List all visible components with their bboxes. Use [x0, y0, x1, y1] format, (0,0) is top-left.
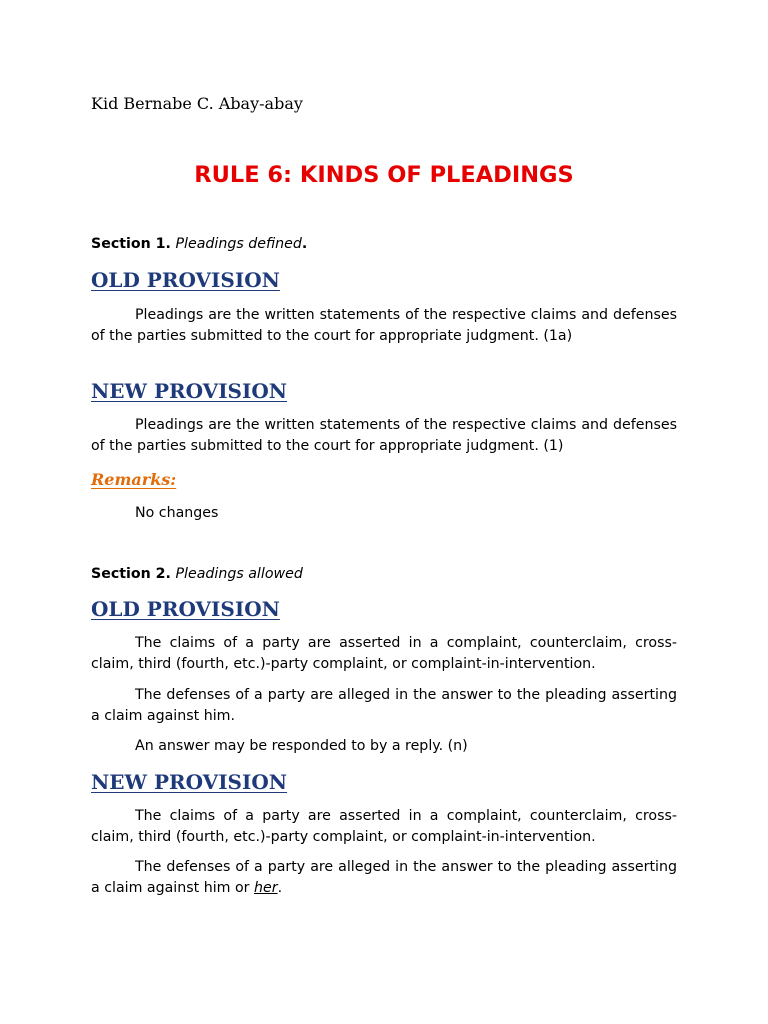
section-2-old-provision-text-2: The defenses of a party are alleged in the answer to the pleading asserting a claim against him.	[91, 687, 677, 724]
section-1-heading	[91, 236, 307, 252]
section-1-new-provision-heading: NEW PROVISION	[91, 379, 288, 403]
section-1-remarks-label: Remarks:	[91, 470, 177, 489]
section-1-remarks-text: No changes	[135, 505, 219, 521]
section-2-old-provision-text-3: An answer may be responded to by a reply. (n)	[135, 738, 468, 754]
section-2-number: Section 2.	[91, 566, 171, 582]
author-name: Kid Bernabe C. Abay-abay	[91, 94, 303, 113]
section-1-name: Pleadings defined	[175, 236, 302, 252]
page-title: RULE 6: KINDS OF PLEADINGS	[194, 162, 574, 188]
section-2-new-provision-text-1: The claims of a party are asserted in a complaint, counterclaim, cross-claim, third (fourth, etc.)-party complaint, or complaint-in-intervention.	[91, 808, 677, 845]
section-2-old-provision-heading: OLD PROVISION	[91, 597, 280, 621]
section-2-new-provision-text-2	[91, 857, 677, 899]
section-2-name: Pleadings allowed	[175, 566, 303, 582]
section-2-heading	[91, 566, 303, 582]
section-2-new-text-2-emphasis: her	[254, 880, 278, 896]
section-2-new-provision-heading: NEW PROVISION	[91, 770, 288, 794]
section-2-new-text-2-end: .	[277, 880, 283, 896]
section-2-new-text-2-start: The defenses of a party are alleged in the answer to the pleading asserting a claim against him or	[91, 859, 677, 896]
section-2-old-provision-text-1: The claims of a party are asserted in a complaint, counterclaim, cross-claim, third (fourth, etc.)-party complaint, or complaint-in-intervention.	[91, 635, 677, 672]
section-1-name-suffix: .	[301, 236, 308, 252]
section-1-new-provision-text: Pleadings are the written statements of the respective claims and defenses of the parties submitted to the court for appropriate judgment. (1)	[91, 417, 677, 454]
section-1-number: Section 1.	[91, 236, 171, 252]
section-1-old-provision-heading: OLD PROVISION	[91, 268, 280, 292]
section-1-old-provision-text: Pleadings are the written statements of the respective claims and defenses of the parties submitted to the court for appropriate judgment. (1a)	[91, 307, 677, 344]
